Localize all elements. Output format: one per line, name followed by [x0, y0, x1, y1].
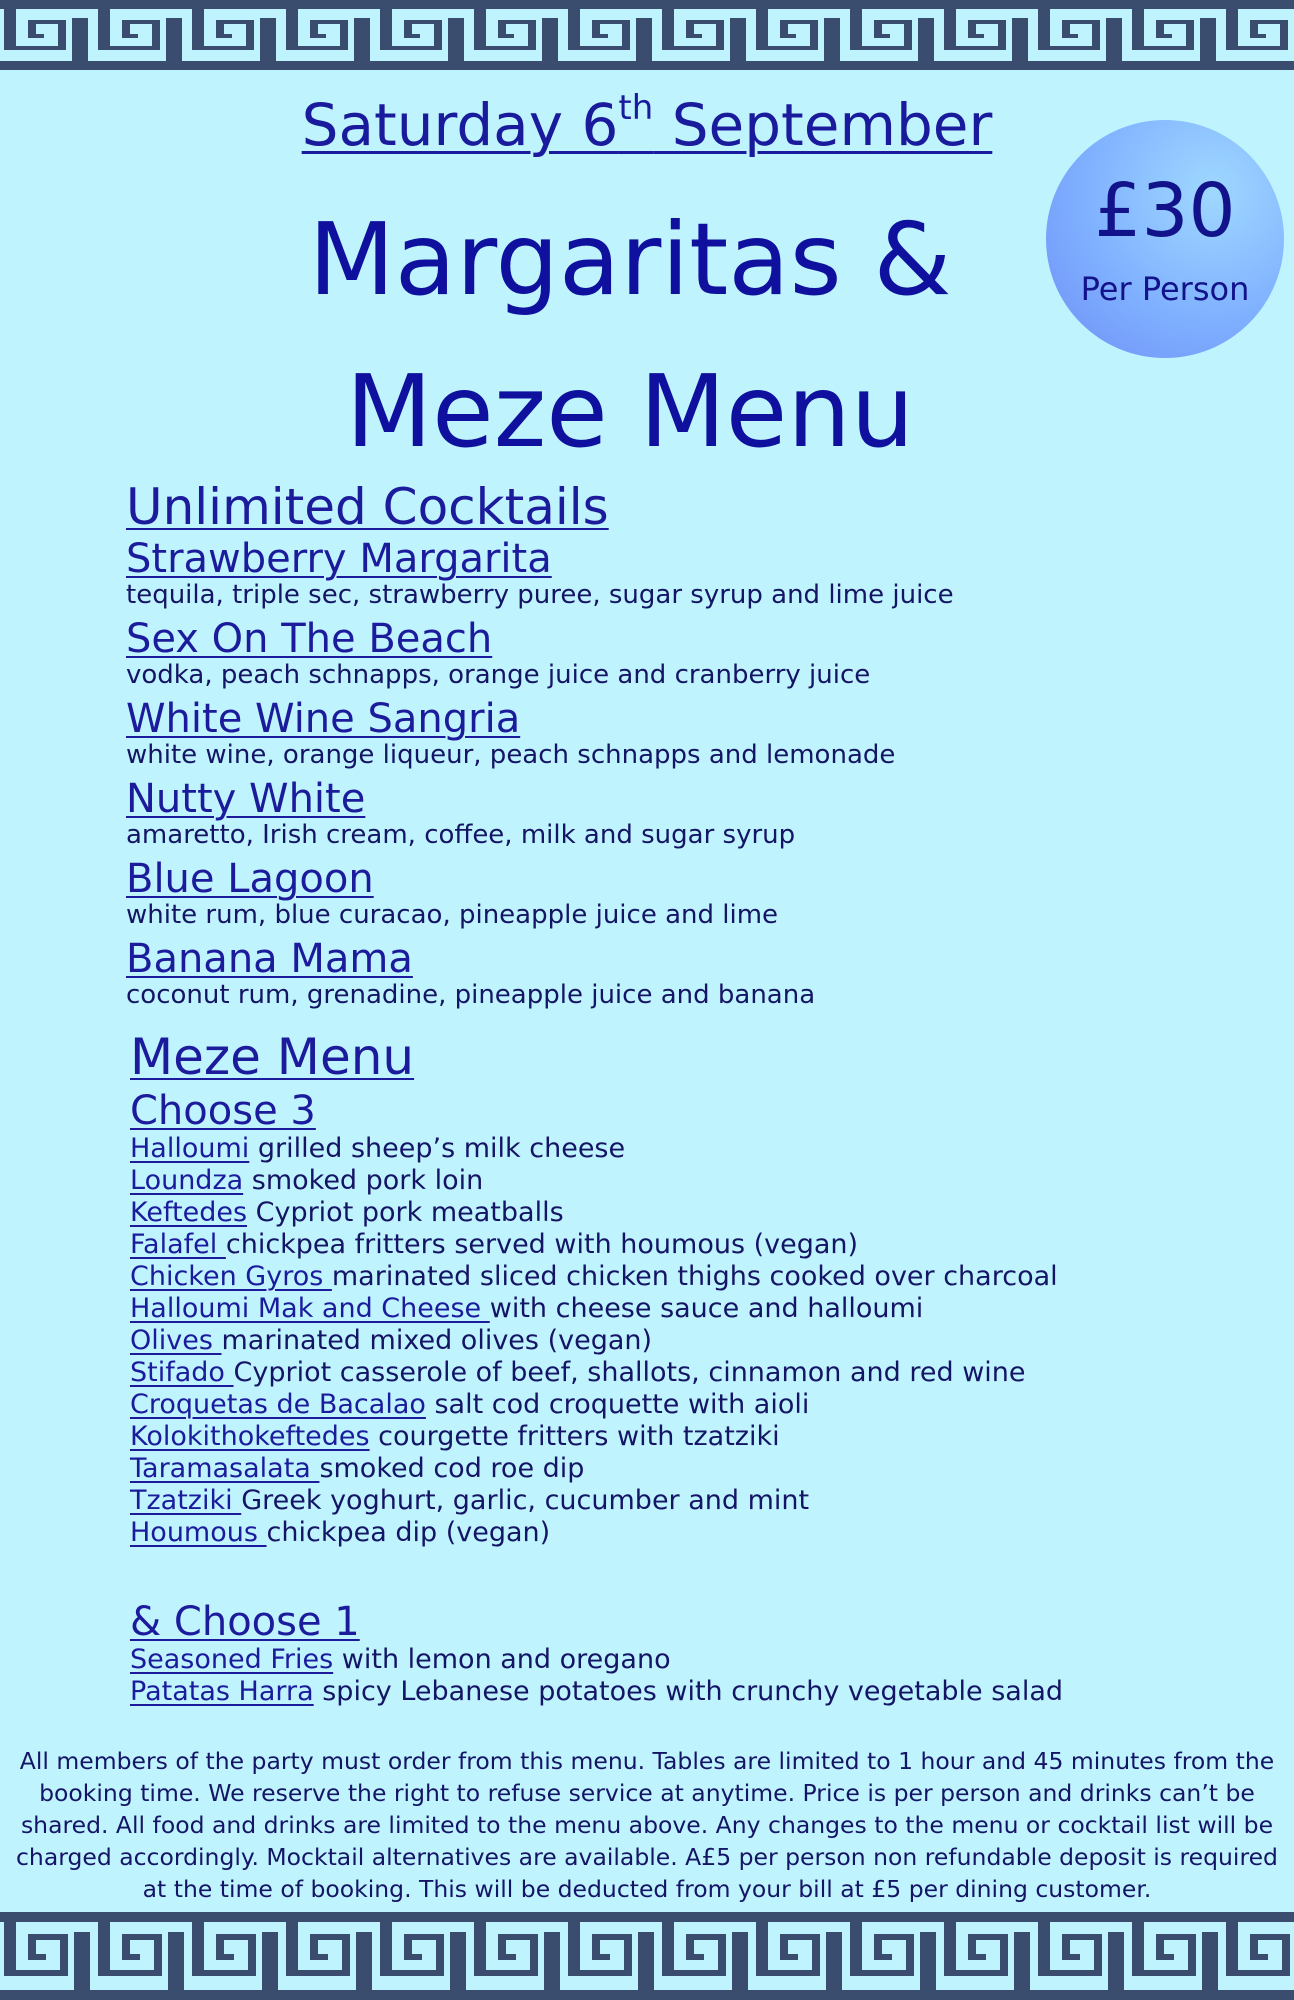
meze-item-name: Taramasalata	[130, 1453, 320, 1484]
price-label: Per Person	[1080, 270, 1250, 308]
side-item-description: spicy Lebanese potatoes with crunchy vegetable salad	[313, 1676, 1064, 1707]
side-item	[130, 1676, 1250, 1708]
cocktail-description: white wine, orange liqueur, peach schnapps and lemonade	[126, 739, 896, 770]
cocktail-name: Blue Lagoon	[126, 855, 374, 902]
cocktail-description: amaretto, Irish cream, coffee, milk and sugar syrup	[126, 819, 796, 850]
side-item-description: with lemon and oregano	[333, 1644, 671, 1675]
cocktail-item	[126, 857, 1226, 931]
sides-choose-label: & Choose 1	[130, 1599, 360, 1645]
meze-item-description: marinated sliced chicken thighs cooked over charcoal	[331, 1261, 1058, 1292]
side-item-name: Patatas Harra	[130, 1676, 314, 1707]
meze-item	[130, 1389, 1250, 1421]
meze-item-name: Houmous	[130, 1517, 267, 1548]
cocktail-description: tequila, triple sec, strawberry puree, sugar syrup and lime juice	[126, 579, 954, 610]
cocktail-description: coconut rum, grenadine, pineapple juice and banana	[126, 979, 816, 1010]
meze-item	[130, 1229, 1250, 1261]
terms-and-conditions: All members of the party must order from this menu. Tables are limited to 1 hour and 45 minutes from the booking time. We reserve the right to refuse service at anytime. Price is per person and drinks can’t be shared. All food and drinks are limited to the menu above. Any changes to the menu or cocktail list will be charged accordingly. Mocktail alternatives are available. A£5 per person non refundable deposit is required at the time of booking. This will be deducted from your bill at £5 per dining customer.	[16, 1747, 1278, 1903]
page-title-line-2: Meze Menu	[345, 353, 915, 470]
cocktails-section	[126, 480, 1226, 1011]
cocktail-name: Strawberry Margarita	[126, 536, 552, 582]
meze-item-name: Kolokithokeftedes	[130, 1421, 370, 1452]
meze-item-description: with cheese sauce and halloumi	[489, 1293, 924, 1324]
sides-section	[130, 1596, 1250, 1708]
meze-item-description: marinated mixed olives (vegan)	[221, 1325, 653, 1356]
meze-item-name: Croquetas de Bacalao	[130, 1389, 426, 1420]
meze-item-name: Olives	[130, 1325, 222, 1356]
page-title-line-1: Margaritas &	[308, 201, 952, 318]
cocktail-item	[126, 617, 1226, 691]
side-item	[130, 1644, 1250, 1676]
greek-key-border-bottom	[0, 1912, 1294, 1982]
meze-item-name: Loundza	[130, 1165, 244, 1196]
meze-item-description: courgette fritters with tzatziki	[369, 1421, 780, 1452]
date-month: September	[653, 91, 993, 159]
meze-item-description: smoked cod roe dip	[319, 1453, 585, 1484]
meze-item-description: chickpea dip (vegan)	[266, 1517, 551, 1548]
meze-item	[130, 1485, 1250, 1517]
meze-item-description: Greek yoghurt, garlic, cucumber and mint	[241, 1485, 810, 1516]
meze-item-description: grilled sheep’s milk cheese	[249, 1133, 626, 1164]
cocktail-name: White Wine Sangria	[126, 695, 521, 742]
meze-item	[130, 1165, 1250, 1197]
meze-item	[130, 1293, 1250, 1325]
cocktail-name: Nutty White	[126, 775, 366, 822]
date-ordinal: th	[618, 88, 654, 128]
meze-item-description: salt cod croquette with aioli	[425, 1389, 810, 1420]
meze-item-name: Chicken Gyros	[130, 1261, 332, 1292]
cocktail-name: Banana Mama	[126, 935, 413, 982]
cocktail-item	[126, 537, 1226, 611]
meze-section	[130, 1030, 1250, 1549]
meze-item	[130, 1421, 1250, 1453]
price-badge	[1046, 120, 1284, 358]
cocktail-item	[126, 697, 1226, 771]
meze-item-name: Stifado	[130, 1357, 234, 1388]
price-amount: £30	[1094, 168, 1236, 254]
meze-item-name: Halloumi	[130, 1133, 250, 1164]
meze-item	[130, 1133, 1250, 1165]
cocktail-description: vodka, peach schnapps, orange juice and cranberry juice	[126, 659, 871, 690]
cocktail-description: white rum, blue curacao, pineapple juice and lime	[126, 899, 779, 930]
meze-heading: Meze Menu	[130, 1028, 415, 1086]
side-item-name: Seasoned Fries	[130, 1644, 334, 1675]
meze-item-description: Cypriot casserole of beef, shallots, cinnamon and red wine	[233, 1357, 1026, 1388]
meze-item	[130, 1453, 1250, 1485]
meze-item-description: smoked pork loin	[243, 1165, 484, 1196]
date-day: Saturday 6	[301, 91, 619, 159]
meze-item-description: chickpea fritters served with houmous (vegan)	[225, 1229, 859, 1260]
cocktail-item	[126, 777, 1226, 851]
meze-item-name: Tzatziki	[130, 1485, 242, 1516]
meze-item	[130, 1197, 1250, 1229]
greek-key-border-top	[0, 0, 1294, 70]
meze-item-name: Halloumi Mak and Cheese	[130, 1293, 490, 1324]
meze-choose-label: Choose 3	[130, 1088, 316, 1134]
meze-item-description: Cypriot pork meatballs	[247, 1197, 564, 1228]
cocktail-name: Sex On The Beach	[126, 615, 493, 662]
meze-item-name: Keftedes	[130, 1197, 248, 1228]
meze-item	[130, 1357, 1250, 1389]
meze-item-name: Falafel	[130, 1229, 226, 1260]
meze-item	[130, 1325, 1250, 1357]
meze-item	[130, 1261, 1250, 1293]
cocktails-heading: Unlimited Cocktails	[126, 478, 609, 536]
meze-item	[130, 1517, 1250, 1549]
cocktail-item	[126, 937, 1226, 1011]
